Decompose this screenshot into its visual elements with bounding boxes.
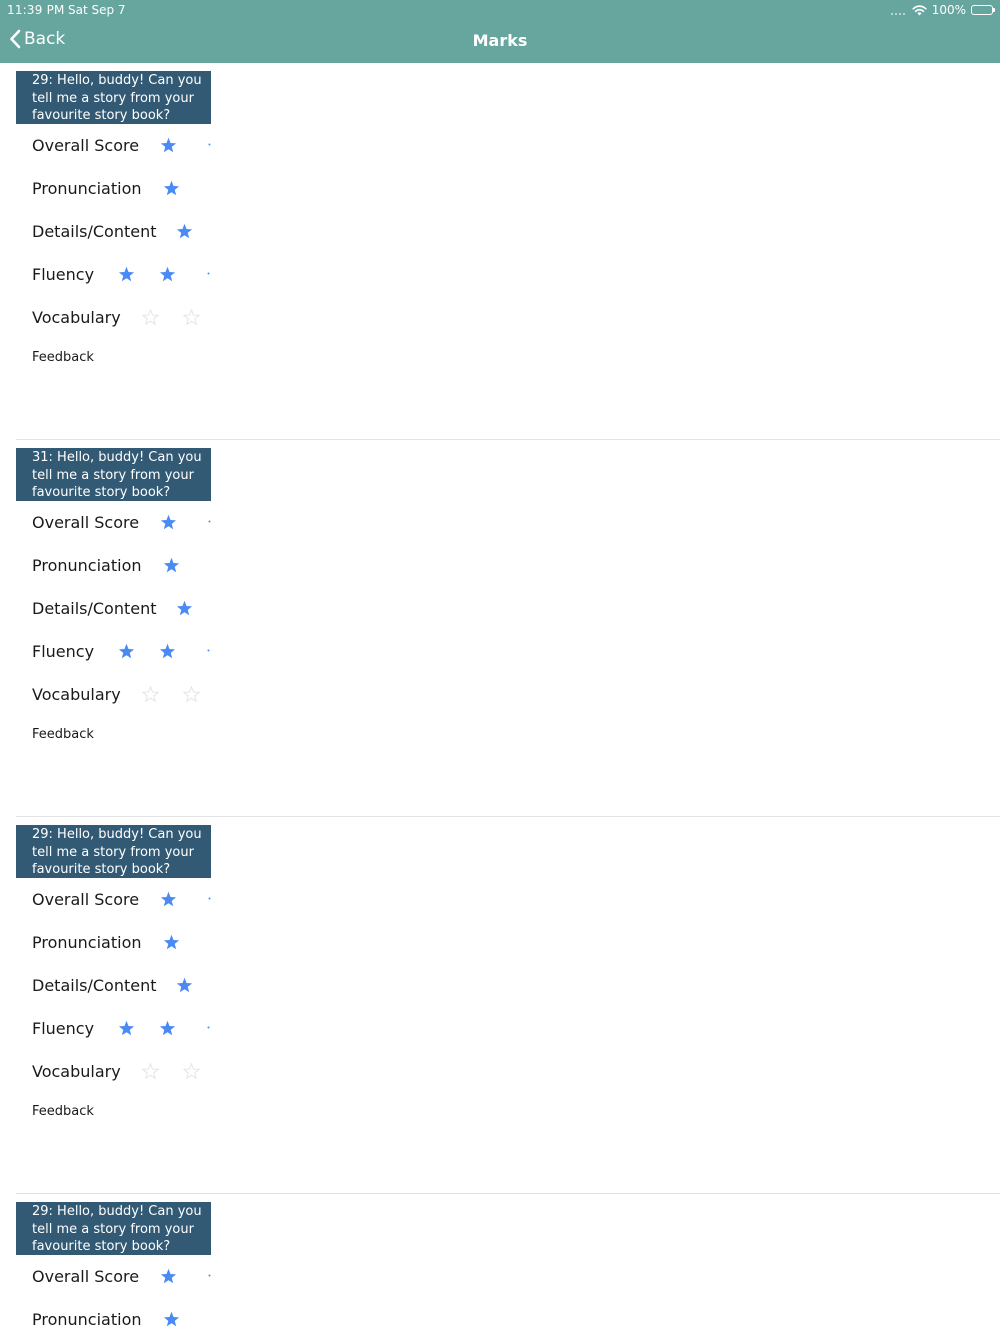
score-row (32, 510, 222, 536)
score-label: Overall Score (32, 136, 140, 155)
score-row (32, 1059, 222, 1085)
back-label: Back (24, 29, 66, 49)
score-label: Details/Content (32, 976, 157, 995)
score-label: Fluency (32, 1019, 95, 1038)
star-filled-icon (176, 600, 193, 617)
score-label: Details/Content (32, 599, 157, 618)
star-filled-icon (176, 223, 193, 240)
star-empty-icon (142, 686, 159, 703)
score-row (32, 1264, 222, 1290)
score-row (32, 930, 222, 956)
score-row (32, 1307, 222, 1333)
star-partial-icon (207, 272, 210, 275)
cellular-signal-icon (891, 5, 905, 15)
star-filled-icon (159, 1020, 176, 1037)
star-filled-icon (159, 643, 176, 660)
star-partial-icon (208, 520, 211, 523)
star-filled-icon (163, 1311, 180, 1328)
score-row (32, 219, 222, 245)
navigation-bar (0, 20, 1000, 63)
top-bar (0, 0, 1000, 63)
star-filled-icon (160, 891, 177, 908)
marks-card (0, 63, 1000, 440)
score-row (32, 973, 222, 999)
star-filled-icon (176, 977, 193, 994)
score-label: Pronunciation (32, 179, 142, 198)
score-row (32, 305, 222, 331)
feedback-label: Feedback (32, 1104, 94, 1119)
question-title: 29: Hello, buddy! Can you tell me a story from your favourite story book? (16, 71, 211, 124)
marks-list[interactable] (0, 63, 1000, 1334)
status-bar (0, 0, 1000, 20)
score-label: Pronunciation (32, 1310, 142, 1329)
feedback-label: Feedback (32, 350, 94, 365)
star-filled-icon (118, 1020, 135, 1037)
score-label: Overall Score (32, 513, 140, 532)
score-row (32, 176, 222, 202)
score-label: Pronunciation (32, 556, 142, 575)
status-time: 11:39 PM (7, 3, 65, 17)
star-filled-icon (160, 514, 177, 531)
score-label: Overall Score (32, 890, 140, 909)
star-filled-icon (163, 180, 180, 197)
question-title: 31: Hello, buddy! Can you tell me a story from your favourite story book? (16, 448, 211, 501)
score-row (32, 1016, 222, 1042)
score-row (32, 553, 222, 579)
score-label: Pronunciation (32, 933, 142, 952)
marks-card (0, 817, 1000, 1194)
status-date: Sat Sep 7 (68, 3, 126, 17)
score-row (32, 682, 222, 708)
star-filled-icon (160, 1268, 177, 1285)
battery-icon (971, 5, 993, 15)
score-label: Details/Content (32, 222, 157, 241)
wifi-icon (912, 5, 927, 16)
star-filled-icon (163, 934, 180, 951)
score-row (32, 639, 222, 665)
score-row (32, 596, 222, 622)
question-title: 29: Hello, buddy! Can you tell me a story from your favourite story book? (16, 1202, 211, 1255)
marks-card (0, 440, 1000, 817)
battery-percent: 100% (931, 3, 966, 17)
score-label: Vocabulary (32, 308, 121, 327)
star-empty-icon (183, 309, 200, 326)
star-filled-icon (163, 557, 180, 574)
score-label: Vocabulary (32, 1062, 121, 1081)
star-empty-icon (142, 309, 159, 326)
star-filled-icon (118, 643, 135, 660)
question-title: 29: Hello, buddy! Can you tell me a story from your favourite story book? (16, 825, 211, 878)
star-filled-icon (159, 266, 176, 283)
score-row (32, 262, 222, 288)
star-partial-icon (208, 1274, 211, 1277)
star-filled-icon (160, 137, 177, 154)
score-label: Vocabulary (32, 685, 121, 704)
marks-card (0, 1194, 1000, 1334)
score-label: Fluency (32, 265, 95, 284)
star-empty-icon (142, 1063, 159, 1080)
star-partial-icon (208, 143, 211, 146)
score-label: Overall Score (32, 1267, 140, 1286)
score-row (32, 133, 222, 159)
star-filled-icon (118, 266, 135, 283)
star-partial-icon (207, 1026, 210, 1029)
score-row (32, 887, 222, 913)
star-partial-icon (207, 649, 210, 652)
star-partial-icon (208, 897, 211, 900)
feedback-label: Feedback (32, 727, 94, 742)
status-indicators (891, 2, 993, 18)
star-empty-icon (183, 1063, 200, 1080)
page-title: Marks (472, 31, 528, 50)
star-empty-icon (183, 686, 200, 703)
score-label: Fluency (32, 642, 95, 661)
